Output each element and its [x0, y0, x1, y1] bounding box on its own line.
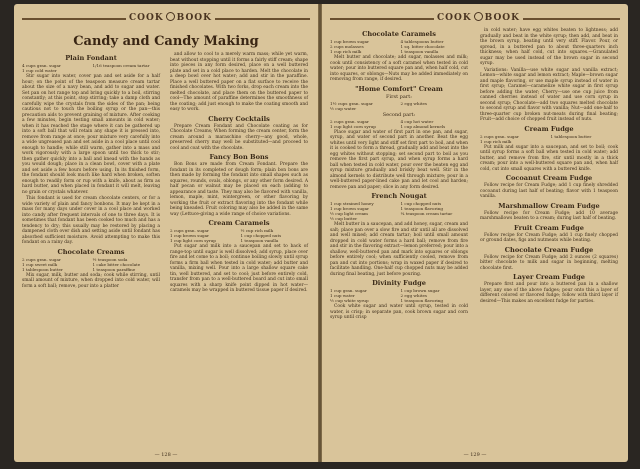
- ingredient-item: 4 cup hot water: [400, 118, 434, 124]
- ingredient-item: 1 cup brown sugar: [330, 39, 369, 44]
- page-title: Candy and Candy Making: [73, 34, 259, 49]
- recipe-heading: Cocoanut Cream Fudge: [505, 174, 593, 182]
- ingredient-item: ½ teaspoon soda: [92, 256, 128, 262]
- header-logo: [126, 11, 215, 25]
- recipe-paragraph: Follow recipe for Cream Fudge; add 2 ounces (2 squares) bitter chocolate to milk and sugar in beginning, melting chocolate first.: [480, 254, 618, 271]
- ingredient-list: [330, 201, 468, 221]
- ingredient-item: 1/16 teaspoon cream tartar: [92, 63, 150, 68]
- recipe-paragraph: Follow recipe for Cream Fudge; add 10 average marshmallows beaten to a cream; during last half of beating.: [480, 210, 618, 221]
- ingredient-item: ½ cup white syrup: [330, 298, 369, 303]
- recipe-paragraph: Melt butter and chocolate; add sugar, molasses and milk; cook until consistency of a soft caramel when tested in cold water; pour into buttered square pan and, when half cold, cut into squares, or oblongs—Nuts may be added immediately on removing from range, if desired.: [330, 55, 468, 82]
- ingredient-item: 1 cup chopped nuts: [400, 201, 442, 206]
- ingredient-item: 1½ cups gran. sugar: [330, 100, 373, 106]
- recipe-heading: Chocolate Caramels: [362, 30, 436, 38]
- ingredient-item: ½ cup rich milk: [240, 228, 274, 233]
- recipe-heading: Marshmallow Cream Fudge: [498, 201, 600, 210]
- recipe-paragraph: and allow to cool to a merely warm mass; while yet warm, beat without stopping until it forms a fairly stiff cream; shape into pieces in any form desired, place on a well buttered plate and set in a cold place to harden. Melt the chocolate in a deep bowl over hot water; add and stir in the paraffine. Place a well buttered paper on a flat surface to receive the finished chocolates. With two forks, drop each cream into the melted chocolate, and place them on the buttered paper to cool—The amount of paraffine determines the smoothness of the coating; add just enough to make the coating smooth and easy to work.: [170, 52, 308, 112]
- right-page: [322, 4, 628, 462]
- ingredient-item: ¼ teaspoon cream tartar: [400, 211, 453, 216]
- ingredient-item: 1 cup brown sugar: [330, 206, 369, 211]
- ingredient-item: 4 tablespoons butter: [400, 39, 444, 44]
- ingredient-item: 1 cup strained honey: [330, 201, 374, 206]
- ingredient-item: 1 sq. bitter chocolate: [400, 44, 445, 49]
- ingredient-item: 1 cup rich milk: [330, 49, 362, 54]
- ingredient-item: 1 teaspoon flavoring: [400, 206, 443, 211]
- recipe-heading: "Home Comfort" Cream: [355, 84, 443, 93]
- header-text-cook: COOK: [129, 13, 164, 23]
- recipe-heading: Cream Fudge: [524, 124, 574, 133]
- ingredient-item: 1 cake bitter chocolate: [92, 261, 141, 267]
- ingredient-item: 1 cup brown sugar: [400, 288, 440, 293]
- ingredient-item: [401, 106, 469, 111]
- recipe-paragraph: Bon Bons are made from Cream Fondant. Prepare the fondant in its completed or dough form; plain bon bons are then made by forming the fondant into small shapes such as squares, rounds, ovals, oblongs, or any other form desired. A half pecan or walnut may be placed on each (adding to appearance and taste. They may also be flavored with vanilla, lemon, maple, mint, wintergreen, or other flavoring by working the fruit or extract flavoring into the fondant while being kneaded. Fruit coloring may also be added in the same way (Lettuce-giving a wide range of choice variations.: [170, 162, 308, 217]
- header-logo: [434, 11, 523, 25]
- ingredient-item: ½ cup butter: [330, 216, 358, 221]
- recipe-paragraph: Mix sugar, milk, butter and soda; cook while stirring, until small amount of mixture, when dropped into cold water, will form a soft ball; remove, pour into a platter: [22, 272, 160, 289]
- ingredient-item: 1 cup sweet milk: [22, 261, 58, 267]
- ingredient-item: 1 teaspoon flavoring: [400, 298, 443, 303]
- left-column-2: [170, 52, 308, 295]
- left-column-1: [22, 52, 160, 290]
- ingredient-item: 1 cup rich milk: [480, 138, 512, 144]
- right-column-2: [480, 28, 618, 305]
- ingredient-item: 1 tablespoon butter: [22, 266, 63, 272]
- recipe-heading: Cream Caramels: [208, 219, 270, 227]
- header-text-cook: COOK: [437, 13, 472, 23]
- ingredient-item: ½ cup light cream: [330, 211, 368, 216]
- recipe-paragraph: Follow recipe for Cream Fudge; add 1 cup finely chopped or ground dates, figs and nutmeats while beating.: [480, 232, 618, 243]
- ingredient-item: 1 cup chopped nuts: [240, 233, 282, 238]
- ingredient-item: 1 cup light corn syrup: [170, 238, 216, 243]
- header-text-book: BOOK: [176, 13, 212, 23]
- page-header: [14, 10, 318, 26]
- recipe-paragraph: Put milk and sugar into a saucepan, and set to boil; cook until syrup forms a soft ball when tested in cold water; add butter, and remove from fire, stir until mostly in a thick cream; pour into a well-buttered square pan and, when half cold, cut into small squares with a buttered knife.: [480, 144, 618, 172]
- ingredient-list: [330, 101, 468, 111]
- ingredient-item: 2 cups gran. sugar: [480, 133, 519, 139]
- recipe-paragraph: Stir sugar into water, cover pan and set aside for a half hour; on the point of the teaspoon measure cream tartar about the size of a navy bean, and add to sugar and water. Set pan on hot range top and bring quickly to a boil, stirring constantly; at this point, stop stirring; take a damp cloth and carefully wipe the crystals from the sides of the pan; being cautious not to touch the boiling syrup or the pan—this precaution aids to prevent graining of mixture. After cooking a few minutes, begin testing small amounts in cold water; when it has reached the stage where it can be gathered up into a soft ball that will retain any shape it is pressed into, remove from range at once; pour mixture very carefully into a wide ungreased pan and set aside in a cool place until cool enough to handle; while still warm, gather into a mass and work vigorously with a large spoon until too thick to stir; then gather quickly into a ball and knead with the hands as you would dough; place in a clean bowl, cover with a plate and set aside a few hours before using. In its finished form, the fondant should look much like hard when broken, soften enough to readily form or rup with a knife, about as firm as hard butter, and when placed in fondant it will melt, leaving no grain or crystals whatever.: [22, 74, 160, 195]
- logo-emblem-icon: [166, 12, 175, 21]
- recipe-subheading: Second part:: [382, 111, 416, 118]
- recipe-paragraph: Follow recipe for Cream Fudge; add 1 cup finely shredded cocoanut during last half of beating; flavor with 1 teaspoon vanilla.: [480, 183, 618, 199]
- recipe-paragraph: in cold water; have egg whites beaten to lightness; add gradually and beat in the white syrup; then add, and beat in the brown syrup, beating until very stiff. Flavor. Pour, or spread, in a buttered pan to about three-quarters inch thickness; when half cold, cut into squares.—Granulated sugar may be used instead of the brown sugar in second syrup.: [480, 28, 618, 66]
- page-number: — 129 —: [463, 452, 487, 458]
- recipe-heading: Chocolate Creams: [57, 247, 125, 256]
- recipe-heading: Fruit Cream Fudge: [514, 223, 584, 232]
- ingredient-item: 2 egg whites: [400, 100, 427, 106]
- recipe-paragraph: Put sugar and milk into a saucepan and set to back of range-top until sugar is well dissolved; add syrup, place over fire and let come to a boil; continue boiling slowly until syrup forms a firm ball when tested in cold water; add butter and vanilla, mixing well. Pour into a large shallow square cake tin, well buttered, and set to cool; just before entirely cold, transfer from pan to a well-buttered board and cut into small squares with a sharp knife point dipped in hot water—caramels may be wrapped in buttered tissue paper if desired.: [170, 244, 308, 293]
- ingredient-item: 1 teaspoon vanilla: [240, 238, 279, 243]
- ingredient-item: 1 cup brown sugar: [170, 233, 209, 238]
- ingredient-item: [551, 139, 619, 144]
- ingredient-item: 1 cup cold water: [22, 68, 57, 73]
- ingredient-item: 2 cups gran. sugar: [170, 228, 209, 233]
- recipe-paragraph: Variations: Vanilla—use white sugar and vanilla extract; Lemon—white sugar and lemon extract; Maple—brown sugar and maple flavoring, or use maple syrup instead of water in first syrup; Caramel—caramelize white sugar in first syrup before adding the water; Cherry—use one cup juice from canned cherries instead of water and use corn syrup in second syrup; Chocolate—add two squares melted chocolate to second syrup and flavor with vanilla; Nut—add one-half to three-quarter cup broken nut-meats during final beating; Fruit—add choice of chopped fruit instead of nuts.: [480, 67, 618, 122]
- ingredient-item: [401, 216, 469, 221]
- ingredient-item: 1 teaspoon paraffine: [92, 266, 136, 272]
- ingredient-item: 2 cups gran. sugar: [330, 118, 369, 124]
- page-number: — 128 —: [154, 452, 178, 458]
- ingredient-list: [22, 63, 160, 73]
- ingredient-list: [330, 119, 468, 129]
- ingredient-item: 2 cups molasses: [330, 44, 364, 49]
- ingredient-list: [170, 228, 308, 243]
- ingredient-item: 1 cup water: [330, 293, 355, 298]
- ingredient-item: ½ cup water: [330, 105, 357, 111]
- recipe-heading: Layer Cream Fudge: [513, 273, 585, 281]
- recipe-paragraph: Melt butter in a saucepan, and add honey, sugar, cream and salt; place pan over a slow fire and stir until all are dissolved and well mixed; add cream tartar; boil until small amount dropped in cold water forms a hard ball; remove from fire and stir in the flavoring extract—lemon preferred; pour into a shallow, well-buttered pan and mark into squares or oblongs before entirely cool; when sufficiently cooled, remove from pan and cut into portions; wrap in waxed paper if desired to facilitate handling. One-half cup chopped nuts may be added during final beating, just before pouring.: [330, 222, 468, 277]
- ingredient-list: [22, 257, 160, 272]
- recipe-subheading: First part:: [386, 93, 412, 100]
- header-text-book: BOOK: [484, 13, 520, 23]
- ingredient-item: 2 cups gran. sugar: [22, 256, 61, 262]
- ingredient-list: [480, 134, 618, 144]
- ingredient-item: 1 cup almond kernels: [400, 123, 446, 129]
- ingredient-item: 1 cup light corn syrup: [330, 123, 376, 129]
- recipe-paragraph: Prepare Cream Fondant and Chocolate coating as for Chocolate Creams; When forming the cream center, form the cream around a maraschino cherry—any good, whole, preserved cherry may well be substituted—and proceed to cool and coat with the chocolate.: [170, 123, 308, 151]
- ingredient-item: 1 tablespoon butter: [550, 133, 592, 139]
- recipe-heading: Cherry Cocktails: [208, 114, 270, 123]
- ingredient-item: 1 cup gran. sugar: [330, 288, 367, 293]
- recipe-paragraph: Prepare first and pour into a buttered pan in a shallow layer, any one of the above fudges; pour onto this a layer of different colored or flavored fudge; follow with third layer if desired—This makes an excellent fudge for parties.: [480, 282, 618, 304]
- ingredient-item: 4 cups gran. sugar: [22, 63, 61, 68]
- ingredient-item: 1 teaspoon vanilla: [400, 49, 439, 54]
- recipe-paragraph: This fondant is used for cream chocolate centers, or for a wide variety of plain and fancy bonbons. It may be kept in a mass for many days under cover in a cool place and worked into candy after frequent intervals of one to three days. It is sometimes that fondant has been cooked too much and has a tendency to dry; this usually may be restored by placing a dampened cloth over dish and setting aside until fondant has absorbed sufficient moisture. Avoid attempting to make this fondant on a rainy day.: [22, 196, 160, 245]
- right-column-1: [330, 28, 468, 322]
- recipe-paragraph: Place sugar and water of first part in one pan, and sugar, syrup, and water of second part in another. Beat the egg whites until very light and stiff set first part to boil, and when it is cooked to form a thread, gradually add and beat into the egg whites without stopping; set second part to boil as you remove the first part syrup, and when syrup forms a hard ball when tested in cold water, pour over the beaten egg and syrup mixture gradually and briskly beat well. Stir in the almond kernels to distribute well through mixture; pour in a well-buttered paper-lined cake pan and let cool and harden; remove pan and paper; slice in any form desired.: [330, 129, 468, 190]
- ingredient-list: [330, 39, 468, 54]
- recipe-heading: Divinity Fudge: [372, 279, 426, 287]
- ingredient-list: [330, 288, 468, 303]
- recipe-heading: Chocolate Cream Fudge: [504, 245, 594, 254]
- recipe-paragraph: Cook white sugar and water until syrup, tested in cold water, is crisp; in separate pan, cook brown sugar and corn syrup until crisp: [330, 304, 468, 320]
- ingredient-item: 2 egg whites: [400, 293, 427, 298]
- ingredient-item: [93, 68, 161, 73]
- left-page: [14, 4, 318, 462]
- page-header: [322, 10, 628, 26]
- recipe-heading: French Nougat: [371, 192, 427, 200]
- recipe-heading: Fancy Bon Bons: [209, 153, 269, 161]
- logo-emblem-icon: [474, 12, 483, 21]
- recipe-heading: Plain Fondant: [65, 54, 117, 62]
